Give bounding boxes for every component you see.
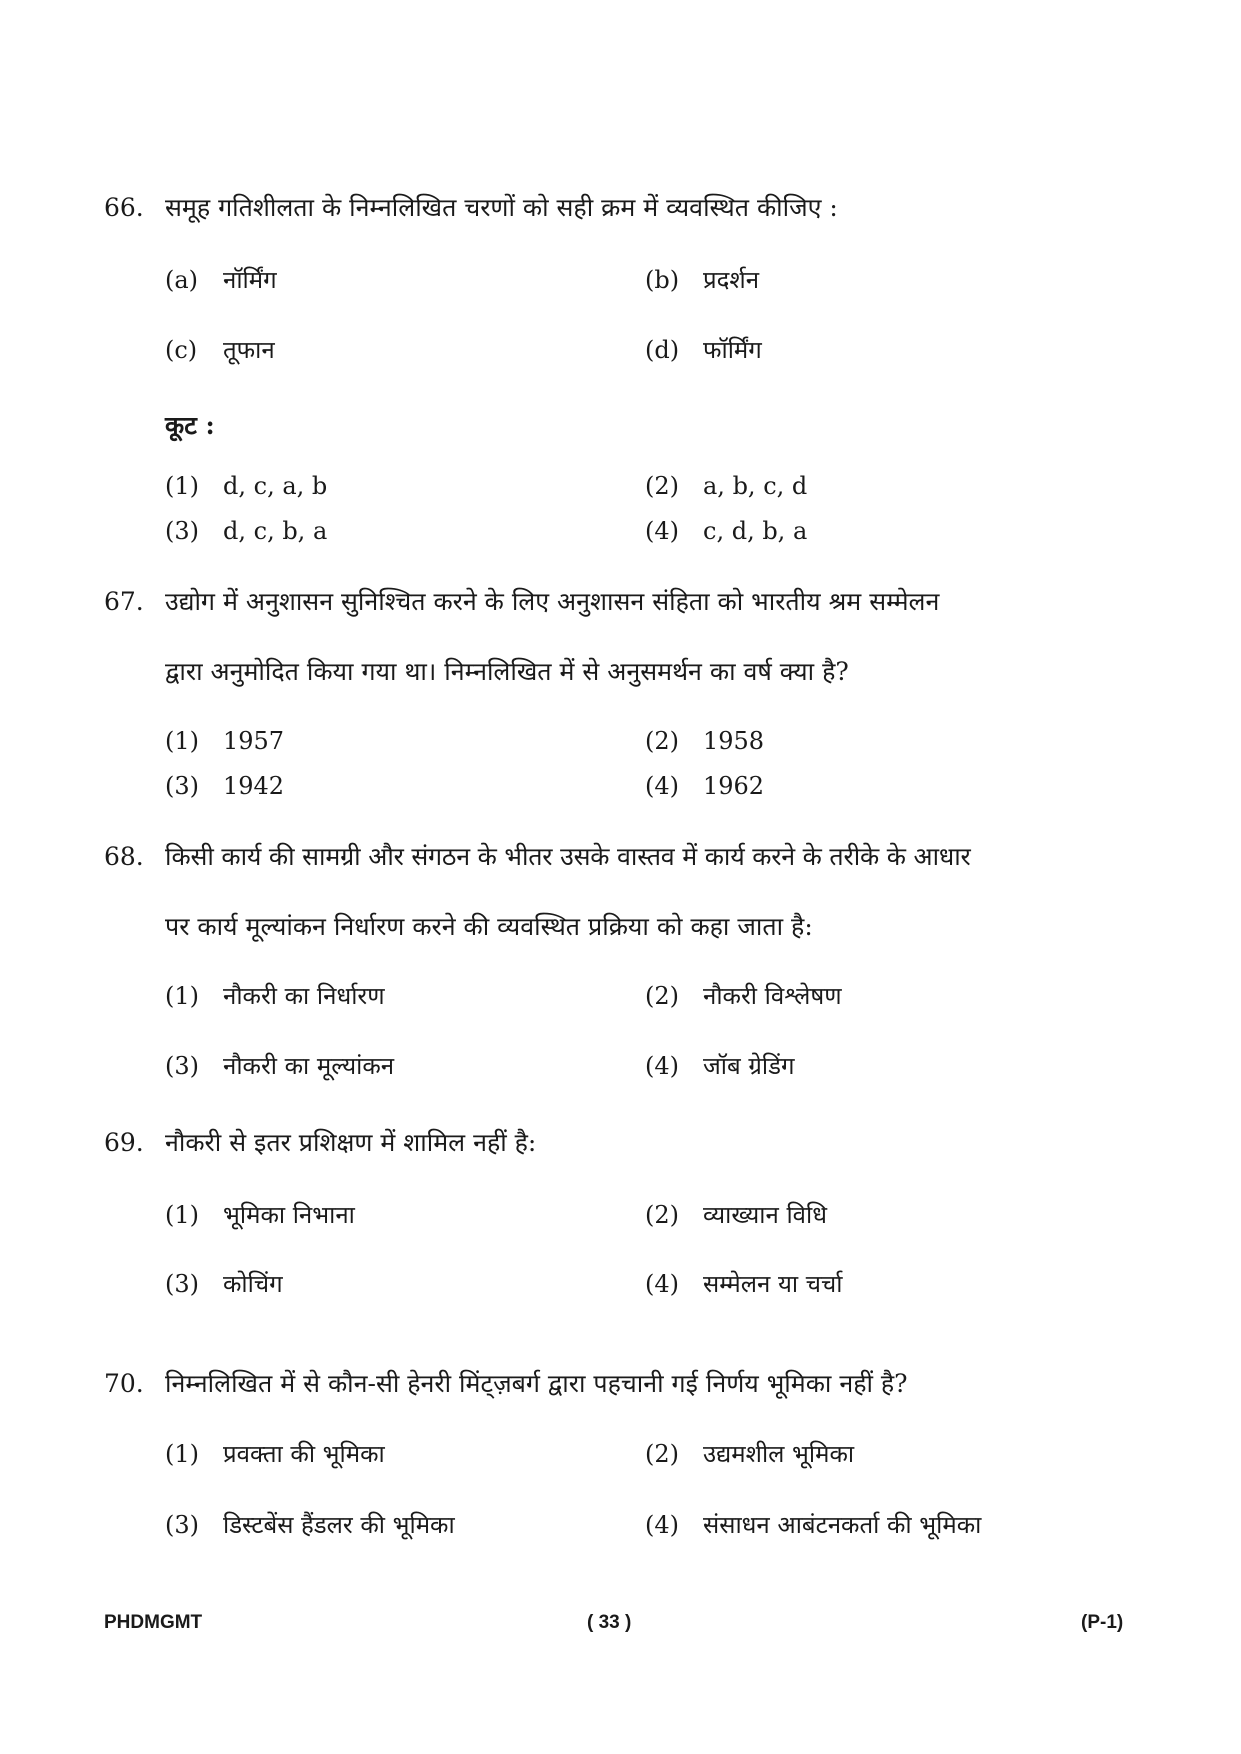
option-3: (3) डिस्टबेंस हैंडलर की भूमिका — [165, 1511, 455, 1539]
option-4: (4) जॉब ग्रेडिंग — [645, 1052, 795, 1080]
option-3: (3) नौकरी का मूल्यांकन — [165, 1052, 395, 1080]
footer-set-code: (P-1) — [1081, 1612, 1124, 1633]
code-label: कूट : — [165, 411, 215, 440]
question-text: समूह गतिशीलता के निम्नलिखित चरणों को सही क्रम में व्यवस्थित कीजिए : — [165, 193, 838, 222]
option-2: (2) नौकरी विश्लेषण — [645, 982, 842, 1010]
option-1: (1) प्रवक्ता की भूमिका — [165, 1440, 385, 1468]
question-number: 70. — [104, 1369, 144, 1398]
option-1: (1) d, c, a, b — [165, 472, 328, 500]
option-2: (2) a, b, c, d — [645, 472, 808, 500]
option-2: (2) उद्यमशील भूमिका — [645, 1440, 855, 1468]
option-4: (4) सम्मेलन या चर्चा — [645, 1270, 843, 1298]
question-number: 67. — [104, 587, 144, 616]
option-4: (4) 1962 — [645, 772, 765, 800]
question-number: 68. — [104, 842, 144, 871]
option-2: (2) 1958 — [645, 727, 765, 755]
option-1: (1) नौकरी का निर्धारण — [165, 982, 385, 1010]
footer-page-number: ( 33 ) — [587, 1612, 632, 1633]
question-text: किसी कार्य की सामग्री और संगठन के भीतर उसके वास्तव में कार्य करने के तरीके के आधार — [165, 842, 971, 871]
question-number: 66. — [104, 193, 144, 222]
question-number: 69. — [104, 1128, 144, 1157]
option-4: (4) संसाधन आबंटनकर्ता की भूमिका — [645, 1511, 982, 1539]
item-d: (d) फॉर्मिंग — [645, 336, 762, 364]
question-text-line2: द्वारा अनुमोदित किया गया था। निम्नलिखित में से अनुसमर्थन का वर्ष क्या है? — [165, 657, 849, 686]
option-3: (3) d, c, b, a — [165, 517, 328, 545]
option-3: (3) कोचिंग — [165, 1270, 283, 1298]
footer-paper-code: PHDMGMT — [104, 1612, 203, 1633]
option-1: (1) 1957 — [165, 727, 285, 755]
option-3: (3) 1942 — [165, 772, 285, 800]
option-4: (4) c, d, b, a — [645, 517, 808, 545]
item-b: (b) प्रदर्शन — [645, 266, 760, 294]
item-a: (a) नॉर्मिंग — [165, 266, 277, 294]
question-text: निम्नलिखित में से कौन-सी हेनरी मिंट्ज़बर्ग द्वारा पहचानी गई निर्णय भूमिका नहीं है? — [165, 1369, 908, 1398]
question-text: उद्योग में अनुशासन सुनिश्चित करने के लिए अनुशासन संहिता को भारतीय श्रम सम्मेलन — [165, 587, 940, 616]
question-text-line2: पर कार्य मूल्यांकन निर्धारण करने की व्यवस्थित प्रक्रिया को कहा जाता है: — [165, 912, 813, 941]
option-1: (1) भूमिका निभाना — [165, 1201, 355, 1229]
option-2: (2) व्याख्यान विधि — [645, 1201, 828, 1229]
question-text: नौकरी से इतर प्रशिक्षण में शामिल नहीं है: — [165, 1128, 537, 1157]
item-c: (c) तूफान — [165, 336, 275, 364]
